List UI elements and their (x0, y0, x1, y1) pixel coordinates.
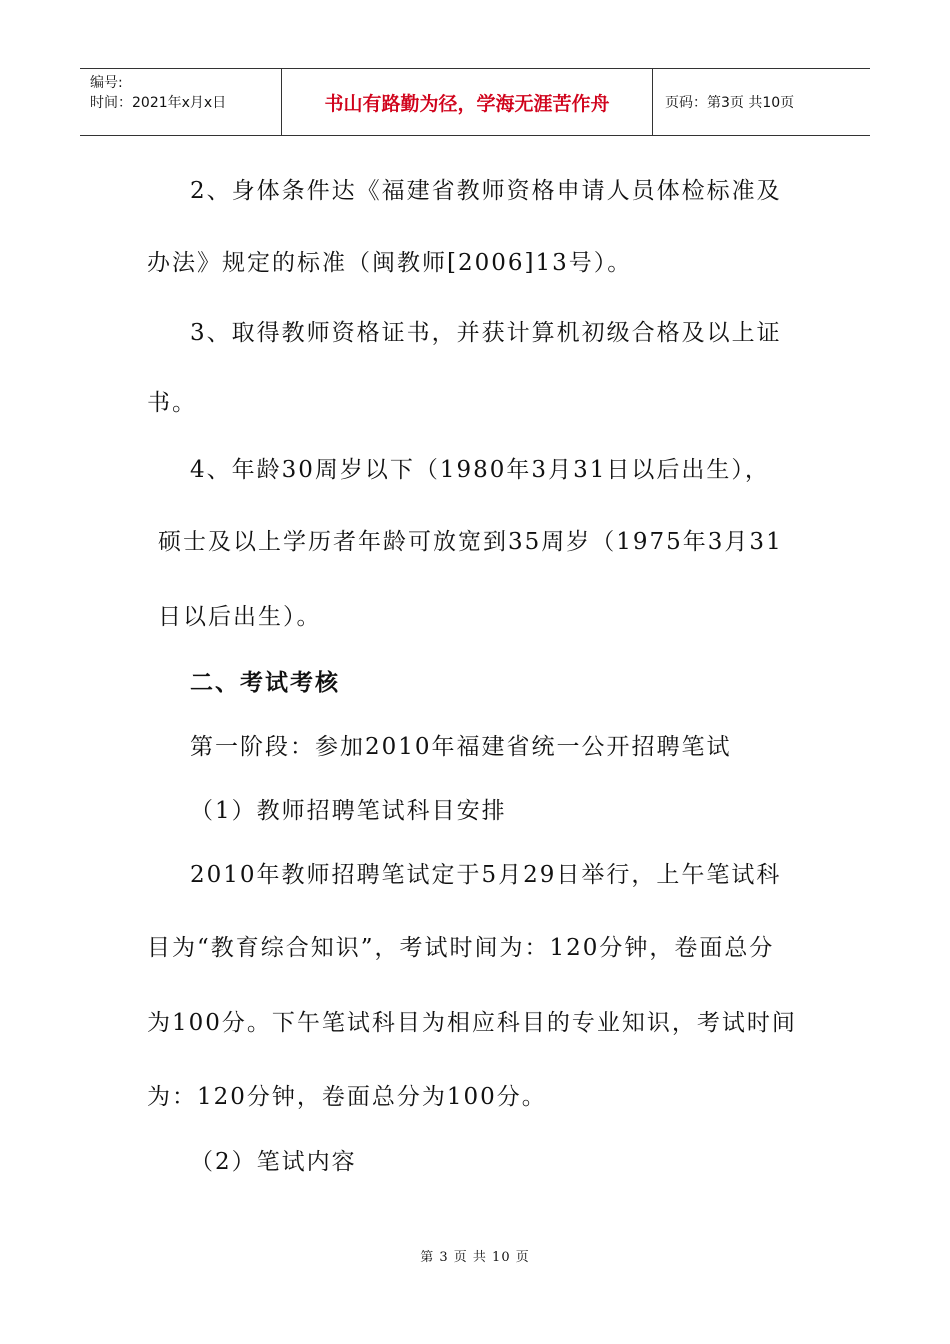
body-line: （1）教师招聘笔试科目安排 (190, 798, 507, 824)
body-line: 3、取得教师资格证书，并获计算机初级合格及以上证 (190, 320, 782, 346)
body-line: 2010年教师招聘笔试定于5月29日举行，上午笔试科 (190, 862, 782, 888)
header-motto: 书山有路勤为径，学海无涯苦作舟 (324, 92, 610, 115)
header-meta (80, 69, 282, 135)
body-line: 第一阶段：参加2010年福建省统一公开招聘笔试 (190, 734, 732, 760)
body-line: 日以后出生）。 (158, 604, 322, 630)
body-line: 硕士及以上学历者年龄可放宽到35周岁（1975年3月31 (158, 529, 783, 555)
body-line: 2、身体条件达《福建省教师资格申请人员体检标准及 (190, 178, 782, 204)
section-heading: 二、考试考核 (190, 670, 340, 696)
body-line: 为100分。下午笔试科目为相应科目的专业知识，考试时间 (147, 1010, 797, 1036)
body-line: 目为“教育综合知识”，考试时间为：120分钟，卷面总分 (147, 935, 775, 961)
page-header (80, 68, 870, 136)
body-line: 办法》规定的标准（闽教师[2006]13号）。 (147, 250, 633, 276)
document-number-label: 编号: (90, 75, 123, 91)
document-date-label: 时间：2021年x月x日 (90, 95, 227, 111)
body-line: 书。 (147, 390, 197, 416)
page-footer: 第 3 页 共 10 页 (420, 1250, 530, 1265)
header-motto-cell (282, 69, 653, 135)
body-line: （2）笔试内容 (190, 1149, 357, 1175)
body-line: 4、年龄30周岁以下（1980年3月31日以后出生）， (190, 457, 770, 483)
body-line: 为：120分钟，卷面总分为100分。 (147, 1084, 547, 1110)
header-page-info: 页码：第3页 共10页 (665, 95, 795, 111)
